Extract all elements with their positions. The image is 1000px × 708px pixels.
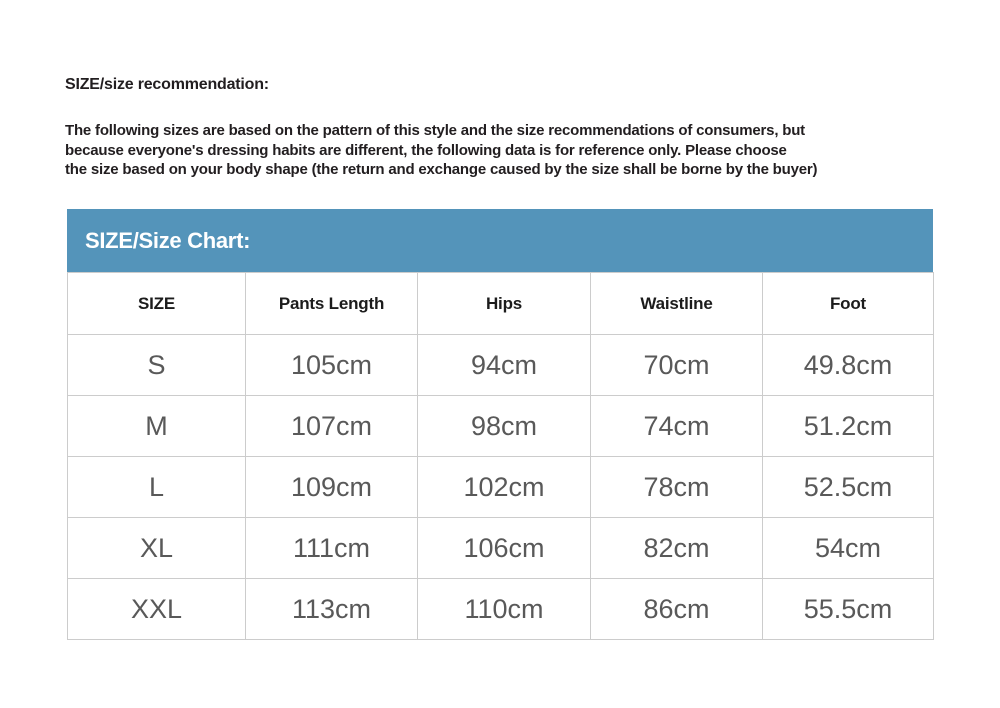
paragraph-line-1: The following sizes are based on the pattern of this style and the size recommendations of consumers, but <box>65 122 805 139</box>
table-row-m <box>68 396 934 457</box>
cell-size: M <box>68 396 246 457</box>
size-chart-title: SIZE/Size Chart: <box>85 227 251 253</box>
cell-pants-length: 107cm <box>246 396 418 457</box>
table-row-xl <box>68 518 934 579</box>
column-header-foot: Foot <box>763 273 934 335</box>
cell-pants-length: 111cm <box>246 518 418 579</box>
cell-waistline: 74cm <box>591 396 763 457</box>
cell-waistline: 78cm <box>591 457 763 518</box>
size-recommendation-heading: SIZE/size recommendation: <box>65 76 269 93</box>
table-row-s <box>68 335 934 396</box>
cell-pants-length: 105cm <box>246 335 418 396</box>
cell-foot: 52.5cm <box>763 457 934 518</box>
table-row-xxl <box>68 579 934 640</box>
cell-waistline: 70cm <box>591 335 763 396</box>
column-header-pants-length: Pants Length <box>246 273 418 335</box>
cell-pants-length: 109cm <box>246 457 418 518</box>
cell-hips: 98cm <box>418 396 591 457</box>
cell-hips: 94cm <box>418 335 591 396</box>
cell-foot: 51.2cm <box>763 396 934 457</box>
cell-hips: 110cm <box>418 579 591 640</box>
cell-hips: 102cm <box>418 457 591 518</box>
column-header-hips: Hips <box>418 273 591 335</box>
size-chart-table <box>67 272 934 640</box>
cell-waistline: 86cm <box>591 579 763 640</box>
cell-hips: 106cm <box>418 518 591 579</box>
cell-size: S <box>68 335 246 396</box>
cell-foot: 54cm <box>763 518 934 579</box>
cell-size: L <box>68 457 246 518</box>
column-header-size: SIZE <box>68 273 246 335</box>
cell-size: XXL <box>68 579 246 640</box>
paragraph-line-2: because everyone's dressing habits are different, the following data is for reference only. Please choose <box>65 141 787 159</box>
cell-foot: 55.5cm <box>763 579 934 640</box>
size-recommendation-paragraph <box>65 121 817 180</box>
size-chart-header-bar <box>67 209 933 272</box>
column-header-waistline: Waistline <box>591 273 763 335</box>
cell-size: XL <box>68 518 246 579</box>
table-header-row <box>68 273 934 335</box>
table-row-l <box>68 457 934 518</box>
cell-pants-length: 113cm <box>246 579 418 640</box>
cell-foot: 49.8cm <box>763 335 934 396</box>
cell-waistline: 82cm <box>591 518 763 579</box>
paragraph-line-3: the size based on your body shape (the return and exchange caused by the size shall be borne by the buyer) <box>65 161 818 178</box>
